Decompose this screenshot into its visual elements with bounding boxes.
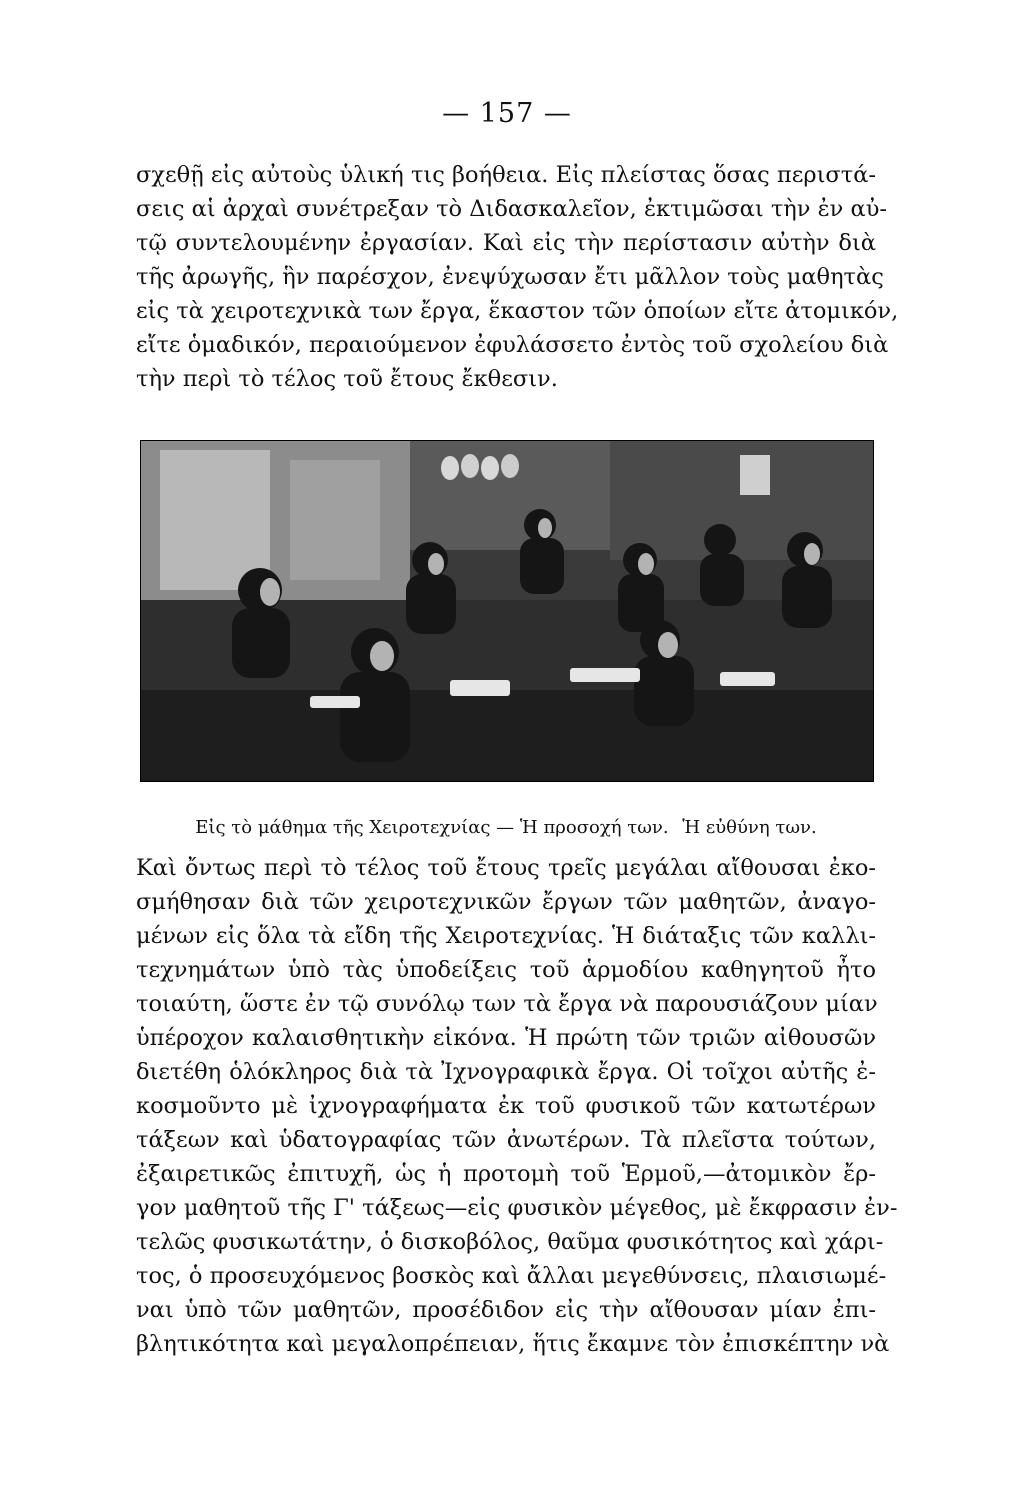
photo-caption	[136, 817, 876, 838]
text-line: τῷ συντελουμένην ἐργασίαν. Καὶ εἰς τὴν περίστασιν αὐτὴν διὰ	[136, 230, 876, 256]
paragraph-bottom	[136, 851, 898, 1361]
text-line: κοσμοῦντο μὲ ἰχνογραφήματα ἐκ τοῦ φυσικοῦ τῶν κατωτέρων	[136, 1093, 876, 1119]
text-line: ὑπέροχον καλαισθητικὴν εἰκόνα. Ἡ πρώτη τῶν τριῶν αἰθουσῶν	[136, 1025, 876, 1051]
text-line: σμήθησαν διὰ τῶν χειροτεχνικῶν ἔργων τῶν μαθητῶν, ἀναγο-	[136, 889, 876, 915]
text-line: εἰς τὰ χειροτεχνικὰ των ἔργα, ἕκαστον τῶν ὁποίων εἴτε ἀτομικόν,	[136, 298, 899, 324]
text-line: ἐξαιρετικῶς ἐπιτυχῆ, ὡς ἡ προτομὴ τοῦ Ἑρμοῦ,—ἀτομικὸν ἔρ-	[136, 1161, 876, 1187]
text-line: βλητικότητα καὶ μεγαλοπρέπειαν, ἥτις ἔκαμνε τὸν ἐπισκέπτην νὰ	[136, 1331, 890, 1357]
text-line: τῆς ἀρωγῆς, ἣν παρέσχον, ἐνεψύχωσαν ἔτι μᾶλλον τοὺς μαθητὰς	[136, 264, 884, 290]
text-line: διετέθη ὁλόκληρος διὰ τὰ Ἰχνογραφικὰ ἔργα. Οἱ τοῖχοι αὐτῆς ἐ-	[136, 1059, 876, 1085]
text-line: τάξεων καὶ ὑδατογραφίας τῶν ἀνωτέρων. Τὰ πλεῖστα τούτων,	[136, 1127, 876, 1153]
text-line: σχεθῇ εἰς αὐτοὺς ὑλική τις βοήθεια. Εἰς πλείστας ὅσας περιστά-	[136, 162, 876, 188]
caption-part-2: Ἡ εὐθύνη των.	[682, 817, 817, 838]
paragraph-top	[136, 158, 899, 396]
text-line: γον μαθητοῦ τῆς Γ' τάξεως—εἰς φυσικὸν μέγεθος, μὲ ἔκφρασιν ἐν-	[136, 1195, 898, 1221]
text-line: σεις αἱ ἀρχαὶ συνέτρεξαν τὸ Διδασκαλεῖον, ἐκτιμῶσαι τὴν ἐν αὐ-	[136, 196, 887, 222]
text-line: ναι ὑπὸ τῶν μαθητῶν, προσέδιδον εἰς τὴν αἴθουσαν μίαν ἐπι-	[136, 1297, 876, 1323]
text-line: τος, ὁ προσευχόμενος βοσκὸς καὶ ἄλλαι μεγεθύνσεις, πλαισιωμέ-	[136, 1263, 887, 1289]
text-line: Καὶ ὄντως περὶ τὸ τέλος τοῦ ἔτους τρεῖς μεγάλαι αἴθουσαι ἐκο-	[136, 855, 876, 881]
text-line: τελῶς φυσικωτάτην, ὁ δισκοβόλος, θαῦμα φυσικότητος καὶ χάρι-	[136, 1229, 884, 1255]
classroom-photo	[140, 440, 874, 782]
text-line: τὴν περὶ τὸ τέλος τοῦ ἔτους ἔκθεσιν.	[136, 366, 558, 392]
text-line: τοιαύτη, ὥστε ἐν τῷ συνόλῳ των τὰ ἔργα νὰ παρουσιάζουν μίαν	[136, 991, 878, 1017]
caption-part-1: Εἰς τὸ μάθημα τῆς Χειροτεχνίας — Ἡ προσοχή των.	[195, 817, 669, 838]
photo-illustration	[140, 440, 874, 782]
text-line: εἴτε ὁμαδικόν, περαιούμενον ἐφυλάσσετο ἐντὸς τοῦ σχολείου διὰ	[136, 332, 889, 358]
text-line: τεχνημάτων ὑπὸ τὰς ὑποδείξεις τοῦ ἁρμοδίου καθηγητοῦ ἦτο	[136, 957, 876, 983]
text-line: μένων εἰς ὅλα τὰ εἴδη τῆς Χειροτεχνίας. Ἡ διάταξις τῶν καλλι-	[136, 923, 876, 949]
page-number: — 157 —	[442, 98, 572, 129]
